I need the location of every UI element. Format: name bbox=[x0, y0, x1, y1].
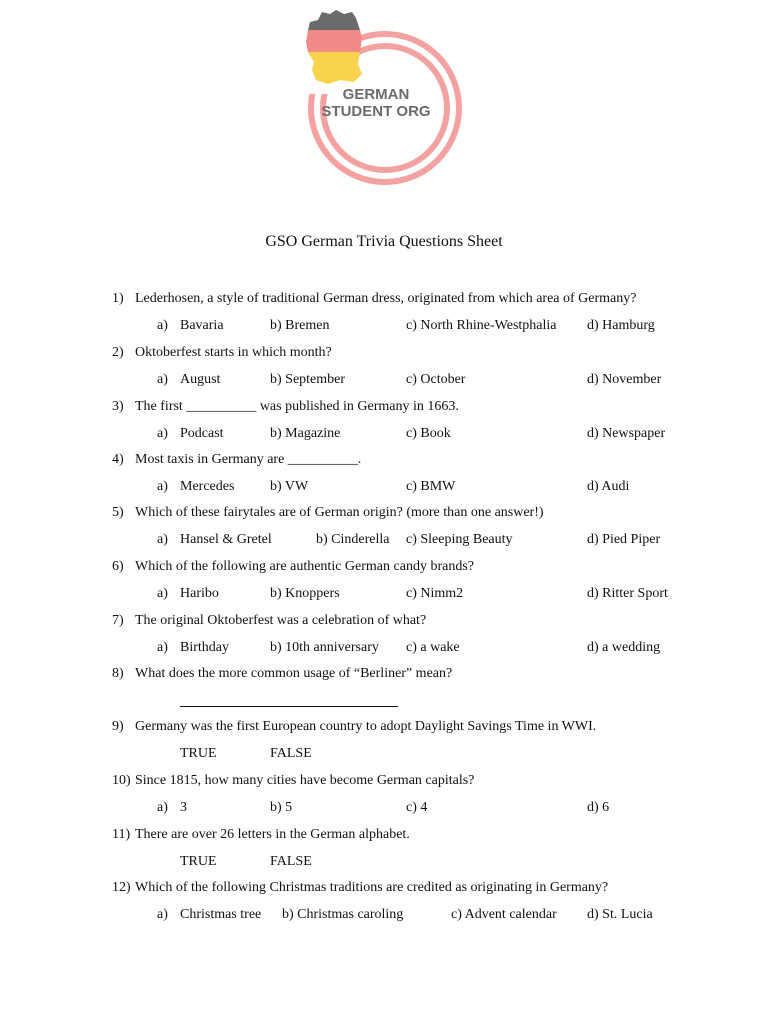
option-label: a) bbox=[157, 372, 168, 387]
question-number: 7) bbox=[112, 613, 124, 628]
question-text: Which of the following are authentic German candy brands? bbox=[135, 559, 474, 574]
question-number: 3) bbox=[112, 399, 124, 414]
option-label: a) bbox=[157, 479, 168, 494]
option-c: c) Sleeping Beauty bbox=[406, 532, 513, 547]
logo-text-line1: GERMAN bbox=[342, 86, 410, 103]
option-a: Hansel & Gretel bbox=[180, 532, 272, 547]
option-c: c) Advent calendar bbox=[451, 907, 557, 922]
option-c: c) Book bbox=[406, 426, 451, 441]
question-text: The original Oktoberfest was a celebration of what? bbox=[135, 613, 427, 628]
logo-text-line2: STUDENT ORG bbox=[321, 103, 431, 120]
option-b: b) Magazine bbox=[270, 426, 341, 441]
option-c: c) Nimm2 bbox=[406, 586, 464, 601]
option-d: d) Ritter Sport bbox=[587, 586, 668, 601]
option-b: b) VW bbox=[270, 479, 309, 494]
answer-blank-line[interactable] bbox=[180, 706, 398, 707]
option-label: a) bbox=[157, 532, 168, 547]
option-label: a) bbox=[157, 907, 168, 922]
option-b: b) Knoppers bbox=[270, 586, 340, 601]
question-number: 5) bbox=[112, 505, 124, 520]
option-a: Christmas tree bbox=[180, 907, 262, 922]
question-text: Which of these fairytales are of German origin? (more than one answer!) bbox=[135, 505, 544, 520]
option-d: d) Newspaper bbox=[587, 426, 666, 441]
question-text: Since 1815, how many cities have become German capitals? bbox=[135, 773, 475, 788]
option-b: b) Christmas caroling bbox=[282, 907, 404, 922]
option-d: d) Audi bbox=[587, 479, 630, 494]
question-number: 2) bbox=[112, 345, 124, 360]
option-a: Haribo bbox=[180, 586, 219, 601]
option-b: b) 10th anniversary bbox=[270, 640, 379, 655]
option-true: TRUE bbox=[180, 854, 217, 869]
option-a: Podcast bbox=[180, 426, 224, 441]
question-number: 9) bbox=[112, 719, 124, 734]
germany-map-flag-icon bbox=[306, 10, 362, 84]
question-text: Most taxis in Germany are __________. bbox=[135, 452, 362, 467]
option-label: a) bbox=[157, 318, 168, 333]
option-c: c) BMW bbox=[406, 479, 456, 494]
question-text: There are over 26 letters in the German alphabet. bbox=[135, 827, 410, 842]
option-d: d) November bbox=[587, 372, 662, 387]
question-number: 10) bbox=[112, 773, 131, 788]
option-a: Bavaria bbox=[180, 318, 224, 333]
option-a: Mercedes bbox=[180, 479, 235, 494]
question-number: 8) bbox=[112, 666, 124, 681]
option-label: a) bbox=[157, 640, 168, 655]
question-text: Which of the following Christmas traditions are credited as originating in Germany? bbox=[135, 880, 609, 895]
option-true: TRUE bbox=[180, 746, 217, 761]
option-label: a) bbox=[157, 800, 168, 815]
question-number: 11) bbox=[112, 827, 131, 842]
question-text: Germany was the first European country to adopt Daylight Savings Time in WWI. bbox=[135, 719, 597, 734]
question-text: The first __________ was published in Germany in 1663. bbox=[135, 399, 459, 414]
question-number: 12) bbox=[112, 880, 131, 895]
option-a: August bbox=[180, 372, 221, 387]
question-text: What does the more common usage of “Berliner” mean? bbox=[135, 666, 453, 681]
gso-logo bbox=[300, 8, 470, 188]
option-d: d) Pied Piper bbox=[587, 532, 661, 547]
option-c: c) a wake bbox=[406, 640, 460, 655]
question-number: 1) bbox=[112, 291, 124, 306]
option-d: d) a wedding bbox=[587, 640, 661, 655]
question-text: Lederhosen, a style of traditional German dress, originated from which area of Germany? bbox=[135, 291, 637, 306]
option-label: a) bbox=[157, 586, 168, 601]
option-label: a) bbox=[157, 426, 168, 441]
option-d: d) St. Lucia bbox=[587, 907, 653, 922]
option-d: d) 6 bbox=[587, 800, 610, 815]
option-b: b) Cinderella bbox=[316, 532, 390, 547]
option-b: b) September bbox=[270, 372, 346, 387]
question-number: 4) bbox=[112, 452, 124, 467]
option-false: FALSE bbox=[270, 854, 312, 869]
option-a: Birthday bbox=[180, 640, 229, 655]
option-b: b) Bremen bbox=[270, 318, 330, 333]
option-c: c) North Rhine-Westphalia bbox=[406, 318, 557, 333]
option-b: b) 5 bbox=[270, 800, 293, 815]
question-text: Oktoberfest starts in which month? bbox=[135, 345, 332, 360]
option-c: c) 4 bbox=[406, 800, 428, 815]
option-a: 3 bbox=[180, 800, 187, 815]
question-number: 6) bbox=[112, 559, 124, 574]
option-false: FALSE bbox=[270, 746, 312, 761]
option-d: d) Hamburg bbox=[587, 318, 655, 333]
page-title: GSO German Trivia Questions Sheet bbox=[265, 233, 503, 250]
option-c: c) October bbox=[406, 372, 466, 387]
